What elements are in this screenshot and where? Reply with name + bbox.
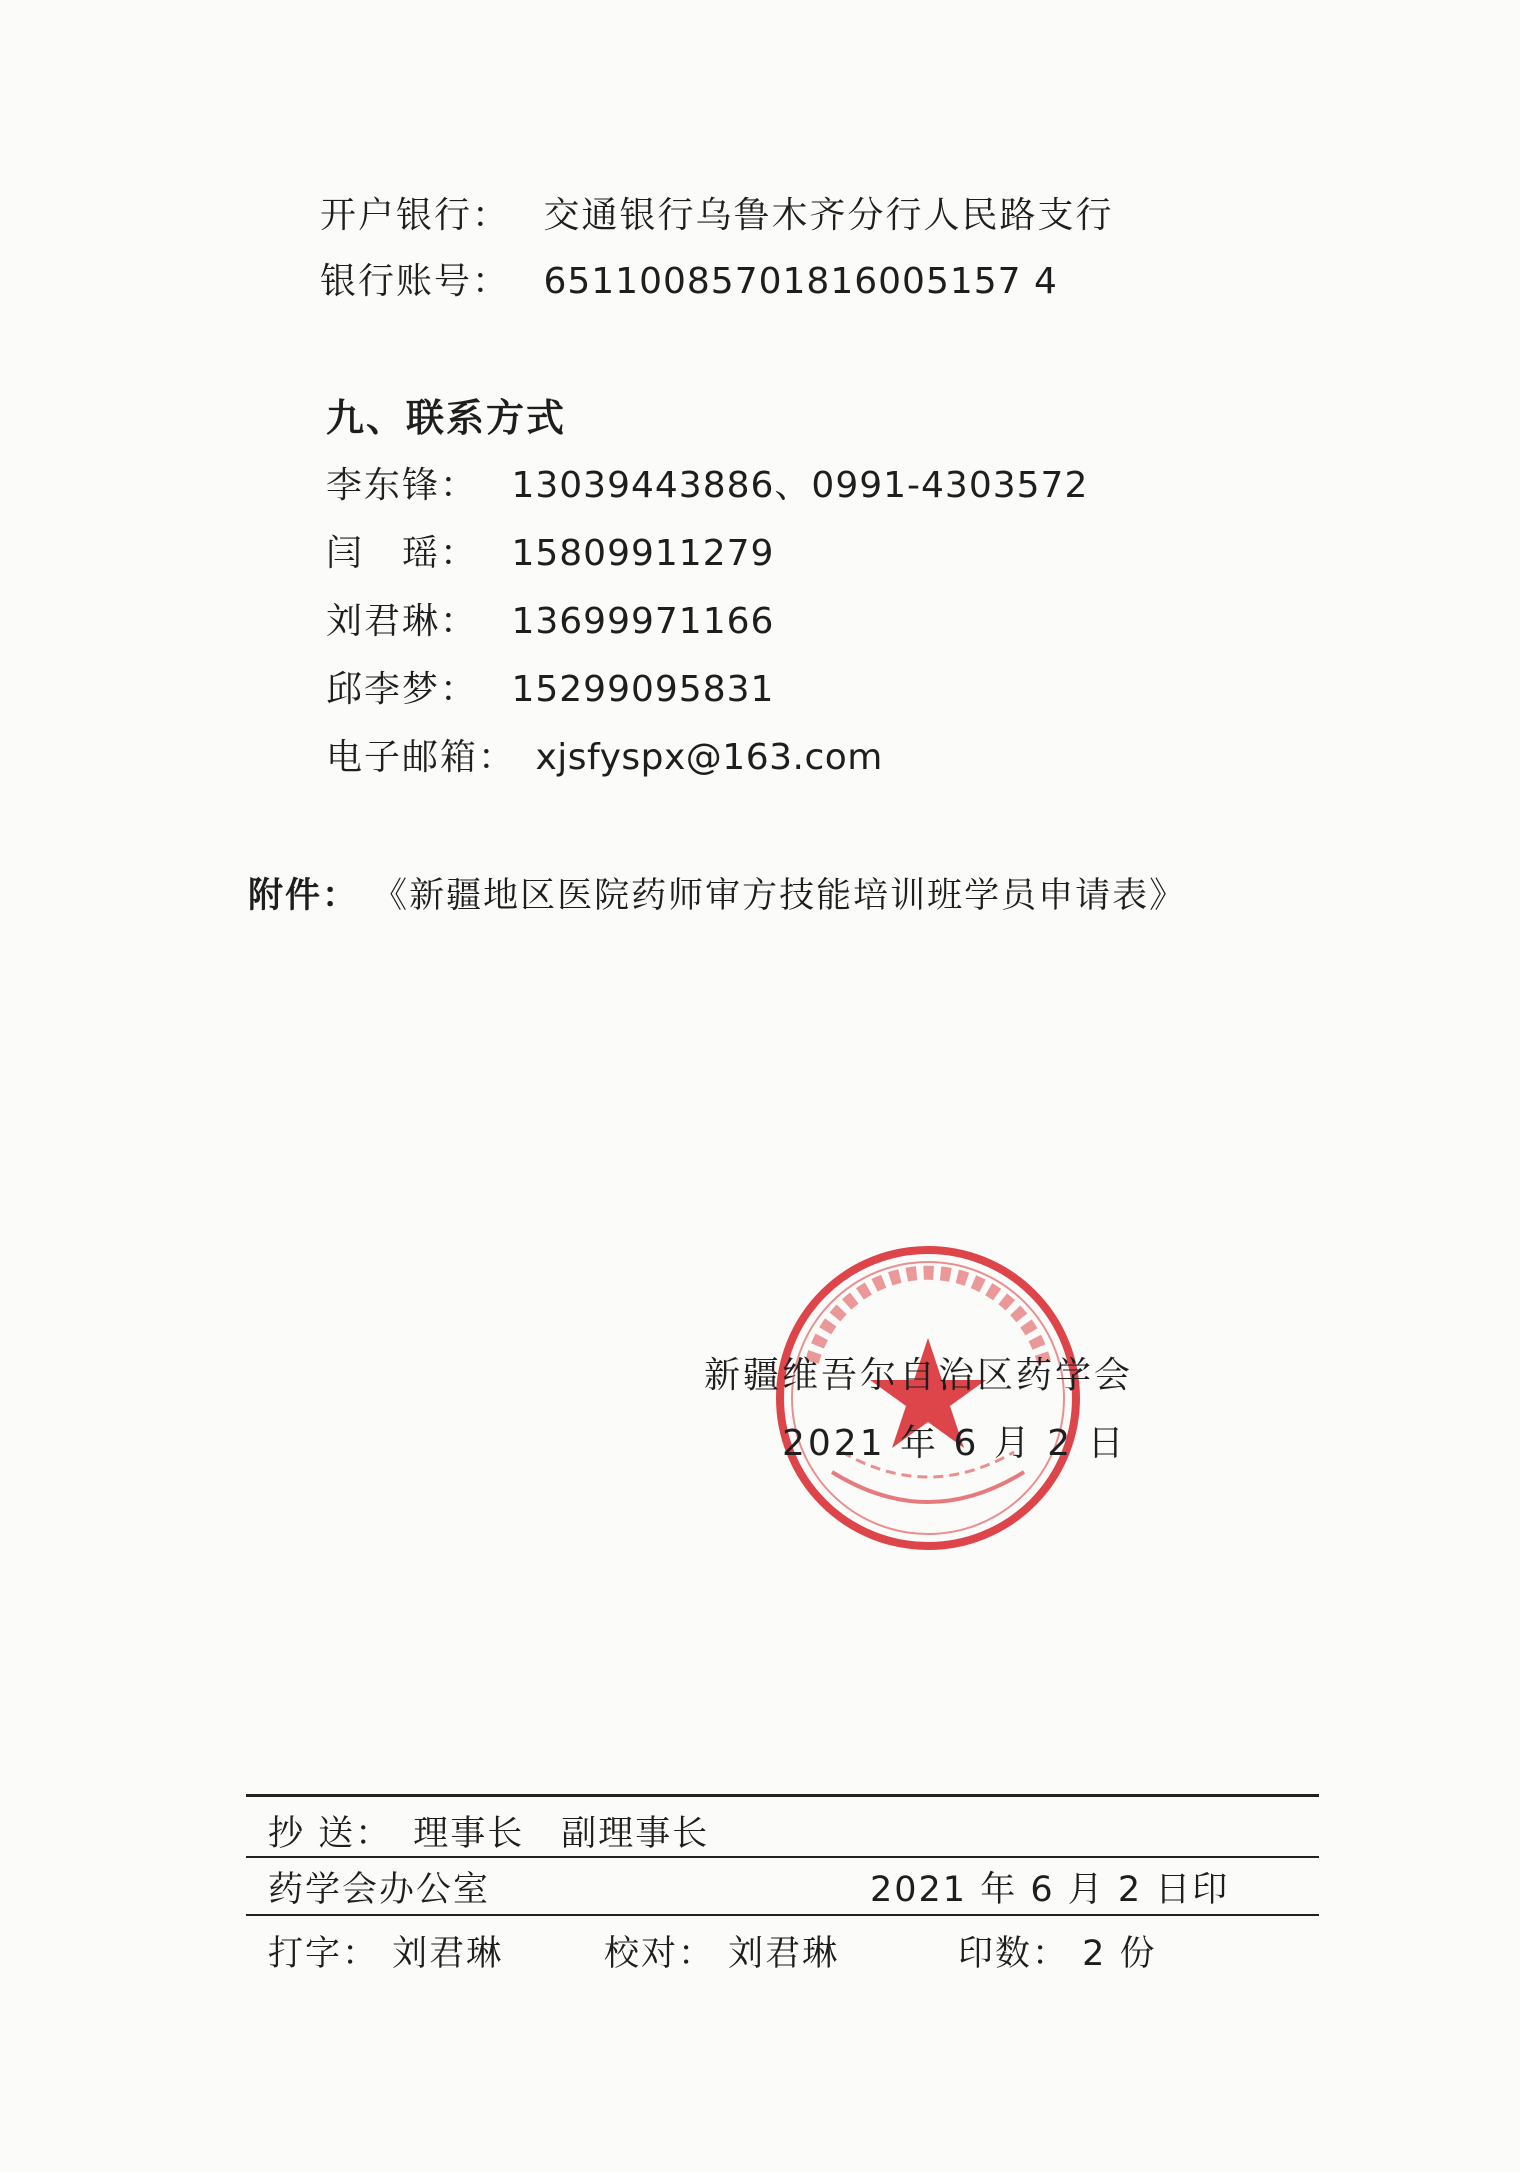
proof-line	[604, 1930, 839, 1978]
copies-value: 2 份	[1082, 1934, 1157, 1974]
contact-heading: 九、联系方式	[326, 396, 567, 440]
footer-rule-middle	[246, 1856, 1319, 1858]
contact-phone: 13039443886、0991-4303572	[511, 465, 1089, 506]
footer-rule-lower	[246, 1914, 1319, 1916]
contact-row	[326, 666, 774, 714]
contact-row	[326, 462, 1088, 510]
cc-line	[268, 1810, 709, 1858]
contact-phone: 15299095831	[511, 669, 775, 710]
office-line	[268, 1866, 490, 1914]
contact-phone: 15809911279	[511, 533, 775, 574]
footer-rule-top	[246, 1794, 1319, 1797]
proof-label: 校对：	[604, 1934, 716, 1974]
typist-label: 打字：	[268, 1934, 380, 1974]
bank-line	[320, 192, 1113, 240]
email-line	[326, 734, 883, 782]
attachment-value: 《新疆地区医院药师审方技能培训班学员申请表》	[372, 876, 1187, 916]
contact-row	[326, 530, 774, 578]
attachment-label: 附件：	[248, 876, 360, 916]
copies-line	[958, 1930, 1157, 1978]
email-value: xjsfyspx@163.com	[535, 737, 883, 778]
account-label: 银行账号：	[320, 261, 511, 302]
contact-name: 闫 瑶：	[326, 533, 479, 574]
contact-name: 邱李梦：	[326, 669, 479, 710]
cc-label: 抄 送：	[268, 1814, 393, 1854]
typist-name: 刘君琳	[392, 1934, 504, 1974]
bank-value: 交通银行乌鲁木齐分行人民路支行	[543, 195, 1114, 236]
cc-value: 理事长 副理事长	[413, 1814, 710, 1854]
account-line	[320, 258, 1058, 306]
print-date: 2021 年 6 月 2 日印	[870, 1870, 1230, 1910]
copies-label: 印数：	[958, 1934, 1070, 1974]
account-value: 65110085701816005157 4	[543, 261, 1058, 302]
attachment-line	[248, 872, 1186, 920]
contact-phone: 13699971166	[511, 601, 775, 642]
proofer-name: 刘君琳	[728, 1934, 840, 1974]
signature-org: 新疆维吾尔自治区药学会	[704, 1355, 1134, 1396]
contact-row	[326, 598, 774, 646]
office-name: 药学会办公室	[268, 1870, 491, 1910]
contact-name: 刘君琳：	[326, 601, 479, 642]
email-label: 电子邮箱：	[326, 737, 517, 778]
bank-label: 开户银行：	[320, 195, 511, 236]
typist-line	[268, 1930, 503, 1978]
signature-date: 2021 年 6 月 2 日	[782, 1423, 1127, 1464]
contact-name: 李东锋：	[326, 465, 479, 506]
